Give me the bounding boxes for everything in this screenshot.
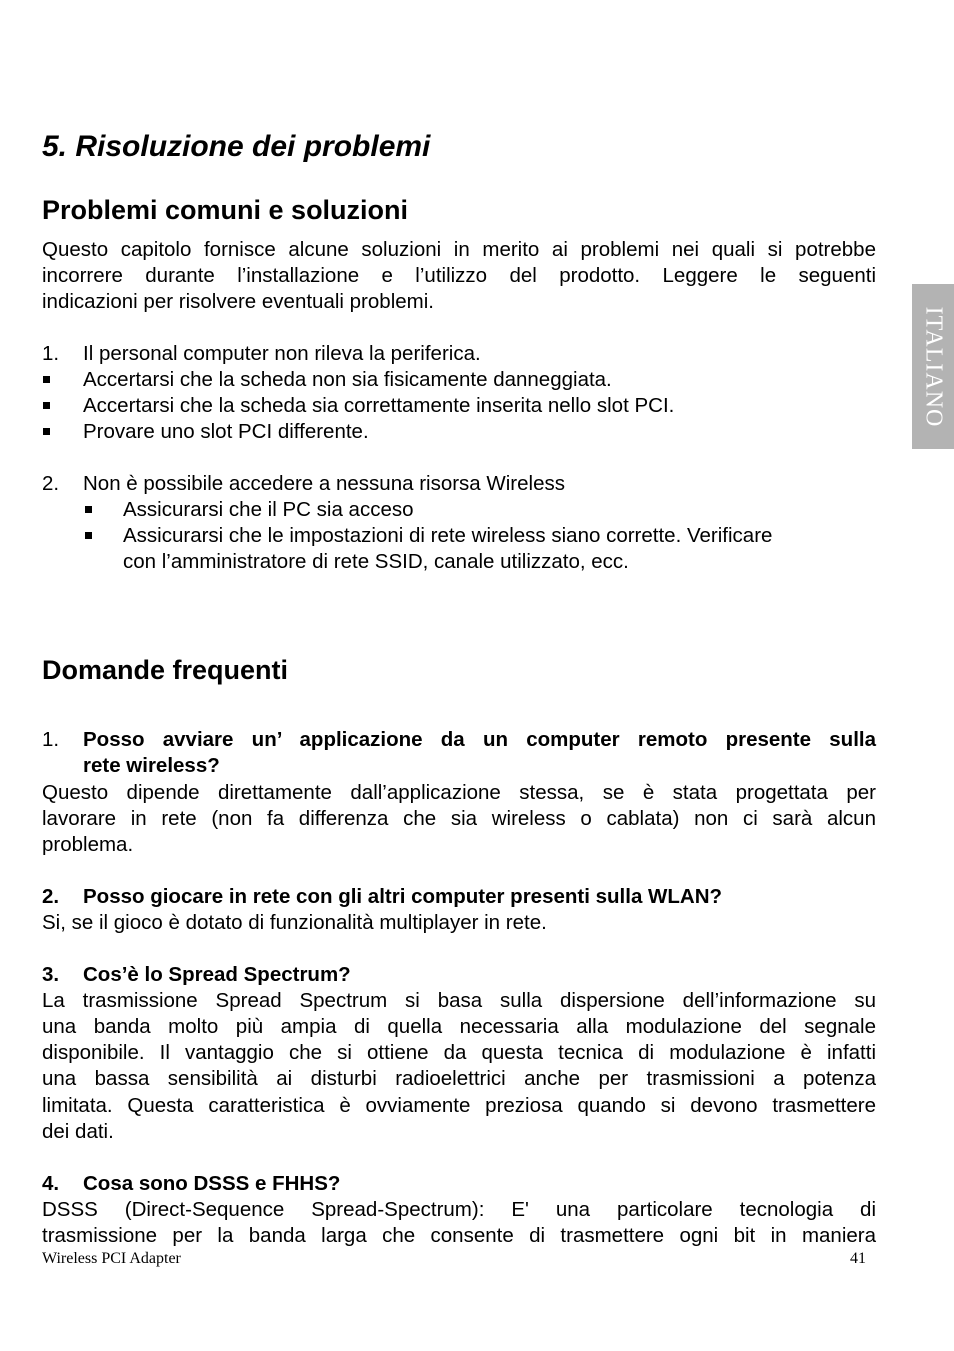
faq-answer-line: Questo dipende direttamente dall’applicazione stessa, se è stata progettata per — [42, 781, 876, 804]
faq-answer-line: dei dati. — [42, 1120, 114, 1143]
footer-page-number: 41 — [850, 1250, 866, 1267]
bullet-icon — [43, 376, 50, 383]
bullet-icon — [43, 428, 50, 435]
bullet-item: Assicurarsi che le impostazioni di rete wireless siano corrette. Verificare — [123, 524, 773, 547]
intro-line: indicazioni per risolvere eventuali problemi. — [42, 290, 434, 313]
faq-answer-line: limitata. Questa caratteristica è ovviamente preziosa quando si devono trasmettere — [42, 1094, 876, 1117]
common-problems-heading: Problemi comuni e soluzioni — [42, 195, 409, 225]
faq-answer-line: una banda molto più ampia di quella necessaria alla modulazione del segnale — [42, 1015, 876, 1038]
footer-product-name: Wireless PCI Adapter — [42, 1250, 181, 1267]
faq-number: 4. — [42, 1172, 60, 1195]
faq-answer-line: trasmissione per la banda larga che consente di trasmettere ogni bit in maniera — [42, 1224, 876, 1247]
item-number: 2. — [42, 472, 60, 495]
faq-answer-line: DSSS (Direct-Sequence Spread-Spectrum): E' una particolare tecnologia di — [42, 1198, 876, 1221]
bullet-item: Accertarsi che la scheda sia correttamente inserita nello slot PCI. — [83, 394, 675, 417]
section-title: 5. Risoluzione dei problemi — [42, 130, 431, 163]
bullet-icon — [85, 532, 92, 539]
bullet-item-continuation: con l’amministratore di rete SSID, canale utilizzato, ecc. — [123, 550, 629, 573]
faq-answer-line: una bassa sensibilità ai disturbi radioelettrici anche per trasmissioni a potenza — [42, 1067, 876, 1090]
problem-2: Non è possibile accedere a nessuna risorsa Wireless — [83, 472, 565, 495]
faq-number: 2. — [42, 885, 60, 908]
faq-answer-line: disponibile. Il vantaggio che si ottiene da questa tecnica di modulazione è infatti — [42, 1041, 876, 1064]
faq-number: 3. — [42, 963, 60, 986]
bullet-icon — [43, 402, 50, 409]
intro-line: incorrere durante l’installazione e l’utilizzo del prodotto. Leggere le seguenti — [42, 264, 876, 287]
language-side-tab — [912, 284, 954, 449]
item-number: 1. — [42, 342, 60, 365]
faq-heading: Domande frequenti — [42, 655, 289, 685]
faq-question-1-cont: rete wireless? — [83, 754, 220, 777]
bullet-item: Assicurarsi che il PC sia acceso — [123, 498, 414, 521]
bullet-item: Provare uno slot PCI differente. — [83, 420, 369, 443]
faq-answer-line: problema. — [42, 833, 134, 856]
faq-question-3: Cos’è lo Spread Spectrum? — [83, 963, 351, 986]
faq-question-1: Posso avviare un’ applicazione da un computer remoto presente sulla — [83, 728, 876, 751]
faq-question-2: Posso giocare in rete con gli altri computer presenti sulla WLAN? — [83, 885, 723, 908]
faq-number: 1. — [42, 728, 60, 751]
language-label: ITALIANO — [920, 306, 947, 427]
problem-1: Il personal computer non rileva la periferica. — [83, 342, 481, 365]
faq-question-4: Cosa sono DSSS e FHHS? — [83, 1172, 341, 1195]
bullet-item: Accertarsi che la scheda non sia fisicamente danneggiata. — [83, 368, 612, 391]
faq-answer-line: Si, se il gioco è dotato di funzionalità multiplayer in rete. — [42, 911, 547, 934]
faq-answer-line: La trasmissione Spread Spectrum si basa sulla dispersione dell’informazione su — [42, 989, 876, 1012]
bullet-icon — [85, 506, 92, 513]
faq-answer-line: lavorare in rete (non fa differenza che sia wireless o cablata) non ci sarà alcun — [42, 807, 876, 830]
intro-line: Questo capitolo fornisce alcune soluzioni in merito ai problemi nei quali si potrebbe — [42, 238, 876, 261]
